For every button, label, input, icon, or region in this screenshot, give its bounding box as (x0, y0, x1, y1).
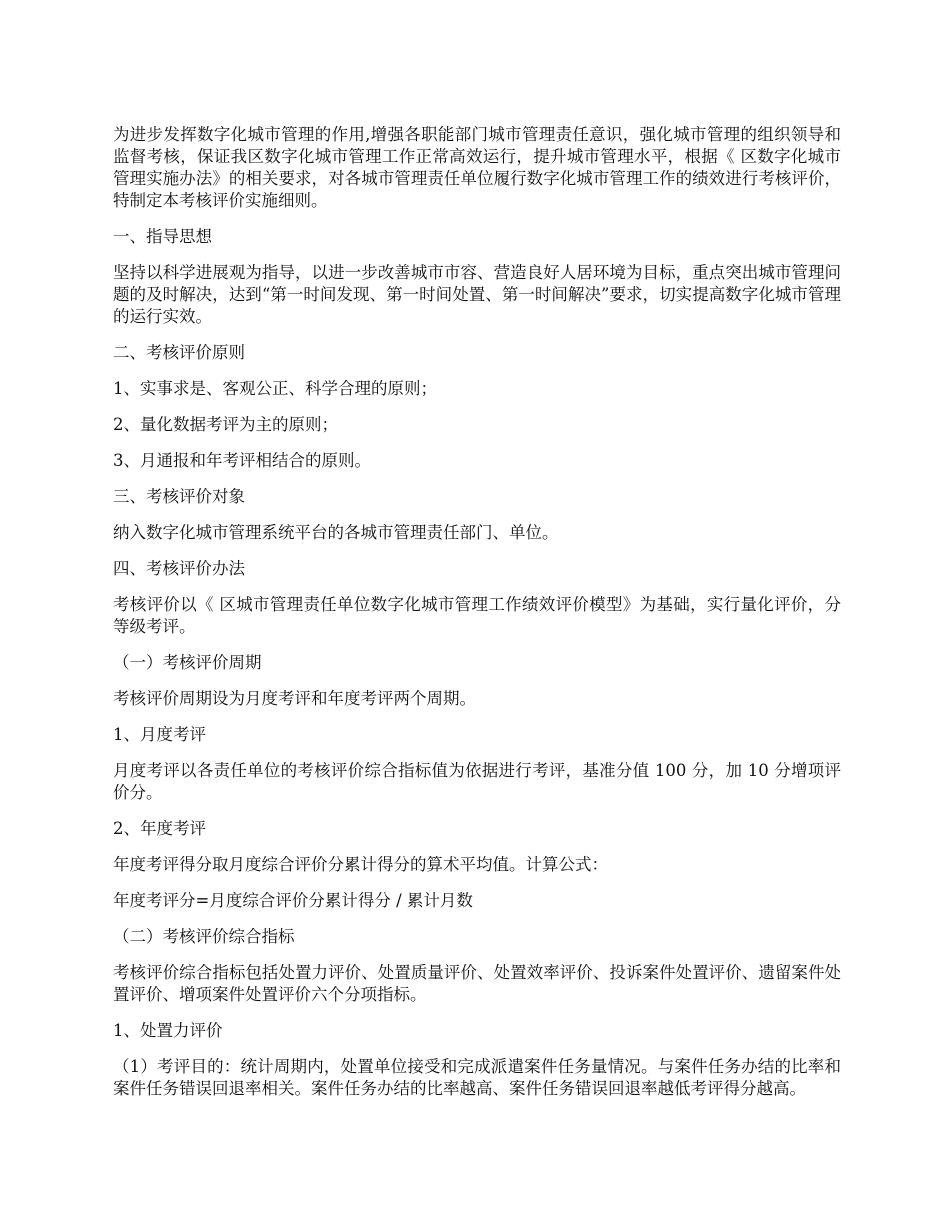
document-body (113, 124, 841, 1114)
principle-item-3: 3、月通报和年考评相结合的原则。 (113, 451, 371, 470)
item-heading-disposal-capacity: 1、处置力评价 (113, 1021, 223, 1040)
section-heading-principles: 二、考核评价原则 (113, 343, 245, 362)
annual-formula: 年度考评分=月度综合评价分累计得分 / 累计月数 (113, 891, 473, 910)
principle-item-2: 2、量化数据考评为主的原则； (113, 415, 338, 434)
subsection-heading-cycle: （一）考核评价周期 (113, 653, 262, 672)
indicators-paragraph: 考核评价综合指标包括处置力评价、处置质量评价、处置效率评价、投诉案件处置评价、遗留案件处置评价、增项案件处置评价六个分项指标。 (113, 963, 841, 1004)
disposal-capacity-paragraph: （1）考评目的：统计周期内，处置单位接受和完成派遣案件任务量情况。与案件任务办结的比率和案件任务错误回退率相关。案件任务办结的比率越高、案件任务错误回退率越低考评得分越高。 (113, 1057, 841, 1098)
section-heading-targets: 三、考核评价对象 (113, 487, 245, 506)
subsection-heading-indicators: （二）考核评价综合指标 (113, 927, 295, 946)
guiding-ideology-paragraph: 坚持以科学进展观为指导，以进一步改善城市市容、营造良好人居环境为目标，重点突出城市管理问题的及时解决，达到“第一时间发现、第一时间处置、第一时间解决”要求，切实提高数字化城市管理的运行实效。 (113, 263, 841, 326)
intro-paragraph: 为进步发挥数字化城市管理的作用,增强各职能部门城市管理责任意识，强化城市管理的组织领导和监督考核，保证我区数字化城市管理工作正常高效运行，提升城市管理水平，根据《 区数字化城市管理实施办法》的相关要求，对各城市管理责任单位履行数字化城市管理工作的绩效进行考核评价，特制定本考核评价实施细则。 (113, 125, 841, 210)
section-heading-methods: 四、考核评价办法 (113, 559, 245, 578)
item-heading-annual: 2、年度考评 (113, 819, 206, 838)
methods-paragraph: 考核评价以《 区城市管理责任单位数字化城市管理工作绩效评价模型》为基础，实行量化评价，分等级考评。 (113, 595, 841, 636)
item-heading-monthly: 1、月度考评 (113, 725, 206, 744)
cycle-paragraph: 考核评价周期设为月度考评和年度考评两个周期。 (113, 689, 476, 708)
monthly-paragraph: 月度考评以各责任单位的考核评价综合指标值为依据进行考评，基准分值 100 分，加 10 分增项评价分。 (113, 761, 841, 802)
section-heading-guiding-ideology: 一、指导思想 (113, 227, 212, 246)
principle-item-1: 1、实事求是、客观公正、科学合理的原则； (113, 379, 437, 398)
targets-paragraph: 纳入数字化城市管理系统平台的各城市管理责任部门、单位。 (113, 523, 559, 542)
annual-paragraph: 年度考评得分取月度综合评价分累计得分的算术平均值。计算公式： (113, 855, 608, 874)
